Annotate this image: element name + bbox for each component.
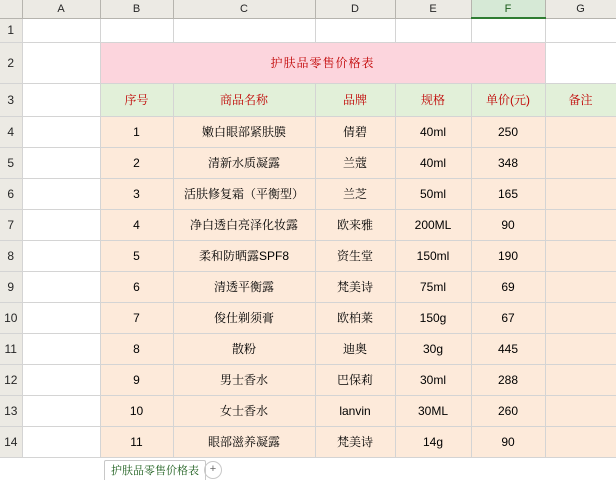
row-header-10[interactable]: 10: [0, 302, 22, 333]
cell-spec[interactable]: 150g: [395, 302, 471, 333]
row-header-11[interactable]: 11: [0, 333, 22, 364]
row-header-2[interactable]: 2: [0, 42, 22, 83]
cell-price[interactable]: 165: [471, 178, 545, 209]
cell-brand[interactable]: 巴保莉: [315, 364, 395, 395]
cell-product-name[interactable]: 俊仕剃须膏: [173, 302, 315, 333]
table-row: [0, 302, 616, 333]
cell-product-name[interactable]: 净白透白亮泽化妆露: [173, 209, 315, 240]
table-row: [0, 209, 616, 240]
cell-price[interactable]: 69: [471, 271, 545, 302]
cell-product-name[interactable]: 清新水质凝露: [173, 147, 315, 178]
row-header-3[interactable]: 3: [0, 83, 22, 116]
column-header-f[interactable]: F: [471, 0, 545, 18]
row-header-9[interactable]: 9: [0, 271, 22, 302]
cell-no[interactable]: 2: [100, 147, 173, 178]
cell-remark[interactable]: [545, 178, 616, 209]
sheet-tab-active[interactable]: 护肤品零售价格表: [104, 460, 206, 480]
cell-price[interactable]: 260: [471, 395, 545, 426]
sheet-tab-strip: [0, 457, 616, 480]
column-header-d[interactable]: D: [315, 0, 395, 18]
cell-no[interactable]: 7: [100, 302, 173, 333]
cell-no[interactable]: 5: [100, 240, 173, 271]
cell-no[interactable]: 9: [100, 364, 173, 395]
table-row: [0, 18, 616, 42]
cell-remark[interactable]: [545, 271, 616, 302]
row-header-7[interactable]: 7: [0, 209, 22, 240]
cell-no[interactable]: 10: [100, 395, 173, 426]
cell-a6[interactable]: [22, 178, 100, 209]
cell-remark[interactable]: [545, 333, 616, 364]
cell-product-name[interactable]: 活肤修复霜（平衡型）: [173, 178, 315, 209]
cell-c1[interactable]: [173, 18, 315, 42]
table-row: [0, 395, 616, 426]
cell-a3[interactable]: [22, 83, 100, 116]
cell-price[interactable]: 67: [471, 302, 545, 333]
header-spec[interactable]: 规格: [395, 83, 471, 116]
add-sheet-icon[interactable]: +: [204, 461, 222, 479]
select-all-corner[interactable]: [0, 0, 22, 18]
column-header-row: [0, 0, 616, 18]
cell-product-name[interactable]: 女士香水: [173, 395, 315, 426]
cell-product-name[interactable]: 散粉: [173, 333, 315, 364]
cell-remark[interactable]: [545, 364, 616, 395]
cell-f1[interactable]: [471, 18, 545, 42]
cell-a9[interactable]: [22, 271, 100, 302]
cell-price[interactable]: 288: [471, 364, 545, 395]
cell-remark[interactable]: [545, 147, 616, 178]
row-header-14[interactable]: 14: [0, 426, 22, 457]
cell-no[interactable]: 11: [100, 426, 173, 457]
cell-a4[interactable]: [22, 116, 100, 147]
table-row: [0, 42, 616, 83]
cell-brand[interactable]: 资生堂: [315, 240, 395, 271]
report-title[interactable]: 护肤品零售价格表: [100, 42, 545, 83]
cell-a8[interactable]: [22, 240, 100, 271]
table-row: [0, 240, 616, 271]
cell-brand[interactable]: 兰蔻: [315, 147, 395, 178]
table-row: [0, 271, 616, 302]
cell-remark[interactable]: [545, 426, 616, 457]
cell-price[interactable]: 90: [471, 426, 545, 457]
column-header-c[interactable]: C: [173, 0, 315, 18]
cell-a7[interactable]: [22, 209, 100, 240]
table-row: [0, 178, 616, 209]
cell-brand[interactable]: 欧来雅: [315, 209, 395, 240]
cell-spec[interactable]: 30g: [395, 333, 471, 364]
table-header-row: [0, 83, 616, 116]
cell-price[interactable]: 348: [471, 147, 545, 178]
cell-remark[interactable]: [545, 302, 616, 333]
cell-product-name[interactable]: 清透平衡露: [173, 271, 315, 302]
row-header-5[interactable]: 5: [0, 147, 22, 178]
cell-spec[interactable]: 50ml: [395, 178, 471, 209]
cell-product-name[interactable]: 柔和防晒露SPF8: [173, 240, 315, 271]
cell-a11[interactable]: [22, 333, 100, 364]
row-header-6[interactable]: 6: [0, 178, 22, 209]
cell-a2[interactable]: [22, 42, 100, 83]
cell-price[interactable]: 445: [471, 333, 545, 364]
cell-g1[interactable]: [545, 18, 616, 42]
table-row: [0, 147, 616, 178]
cell-g2[interactable]: [545, 42, 616, 83]
cell-spec[interactable]: 150ml: [395, 240, 471, 271]
cell-product-name[interactable]: 嫩白眼部紧肤膜: [173, 116, 315, 147]
header-price[interactable]: 单价(元): [471, 83, 545, 116]
table-row: [0, 426, 616, 457]
cell-d1[interactable]: [315, 18, 395, 42]
cell-remark[interactable]: [545, 116, 616, 147]
table-row: [0, 116, 616, 147]
cell-a10[interactable]: [22, 302, 100, 333]
cell-price[interactable]: 250: [471, 116, 545, 147]
cell-no[interactable]: 4: [100, 209, 173, 240]
cell-no[interactable]: 3: [100, 178, 173, 209]
cell-b1[interactable]: [100, 18, 173, 42]
column-header-a[interactable]: A: [22, 0, 100, 18]
cell-a12[interactable]: [22, 364, 100, 395]
table-row: [0, 364, 616, 395]
cell-a1[interactable]: [22, 18, 100, 42]
header-product-name[interactable]: 商品名称: [173, 83, 315, 116]
cell-spec[interactable]: 40ml: [395, 116, 471, 147]
header-brand[interactable]: 品牌: [315, 83, 395, 116]
cell-spec[interactable]: 30ml: [395, 364, 471, 395]
cell-brand[interactable]: 梵美诗: [315, 426, 395, 457]
cell-brand[interactable]: 倩碧: [315, 116, 395, 147]
cell-brand[interactable]: 兰芝: [315, 178, 395, 209]
row-header-8[interactable]: 8: [0, 240, 22, 271]
header-no[interactable]: 序号: [100, 83, 173, 116]
cell-no[interactable]: 6: [100, 271, 173, 302]
table-row: [0, 333, 616, 364]
row-header-13[interactable]: 13: [0, 395, 22, 426]
row-header-12[interactable]: 12: [0, 364, 22, 395]
cell-price[interactable]: 90: [471, 209, 545, 240]
row-header-1[interactable]: 1: [0, 18, 22, 42]
cell-a5[interactable]: [22, 147, 100, 178]
cell-brand[interactable]: lanvin: [315, 395, 395, 426]
column-header-g[interactable]: G: [545, 0, 616, 18]
cell-brand[interactable]: 欧柏莱: [315, 302, 395, 333]
cell-product-name[interactable]: 男士香水: [173, 364, 315, 395]
cell-no[interactable]: 1: [100, 116, 173, 147]
cell-a13[interactable]: [22, 395, 100, 426]
cell-spec[interactable]: 40ml: [395, 147, 471, 178]
cell-brand[interactable]: 迪奥: [315, 333, 395, 364]
cell-product-name[interactable]: 眼部滋养凝露: [173, 426, 315, 457]
cell-price[interactable]: 190: [471, 240, 545, 271]
cell-remark[interactable]: [545, 209, 616, 240]
cell-no[interactable]: 8: [100, 333, 173, 364]
cell-spec[interactable]: 200ML: [395, 209, 471, 240]
cell-brand[interactable]: 梵美诗: [315, 271, 395, 302]
column-header-b[interactable]: B: [100, 0, 173, 18]
column-header-e[interactable]: E: [395, 0, 471, 18]
header-remark[interactable]: 备注: [545, 83, 616, 116]
cell-spec[interactable]: 14g: [395, 426, 471, 457]
cell-e1[interactable]: [395, 18, 471, 42]
row-header-4[interactable]: 4: [0, 116, 22, 147]
cell-spec[interactable]: 30ML: [395, 395, 471, 426]
cell-a14[interactable]: [22, 426, 100, 457]
cell-remark[interactable]: [545, 240, 616, 271]
cell-spec[interactable]: 75ml: [395, 271, 471, 302]
cell-remark[interactable]: [545, 395, 616, 426]
